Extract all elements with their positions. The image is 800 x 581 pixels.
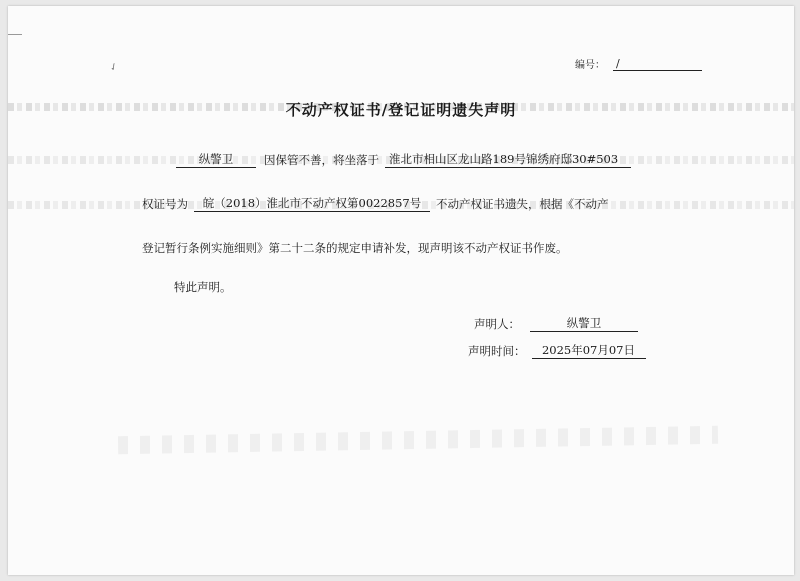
certificate-number-field: 皖（2018）淮北市不动产权第0022857号 bbox=[194, 196, 430, 212]
scan-edge-mark bbox=[8, 34, 22, 35]
serial-number bbox=[575, 56, 702, 71]
pen-tick-mark: ✓ bbox=[107, 60, 121, 75]
body-text: 权证号为 bbox=[142, 197, 188, 211]
serial-value: / bbox=[613, 58, 702, 71]
declarant-line bbox=[474, 316, 638, 332]
date-line bbox=[468, 343, 646, 359]
document-page bbox=[8, 6, 794, 575]
serial-label: 编号： bbox=[575, 60, 605, 71]
body-line-2 bbox=[142, 196, 609, 212]
body-text: 不动产权证书遗失，根据《不动产 bbox=[436, 197, 609, 211]
bleed-through-ghost-text bbox=[118, 426, 718, 454]
body-line-1 bbox=[176, 152, 631, 168]
declarant-name-field: 纵警卫 bbox=[530, 316, 638, 332]
closing-text: 特此声明。 bbox=[174, 280, 232, 294]
document-title: 不动产权证书/登记证明遗失声明 bbox=[285, 101, 517, 119]
owner-name-field: 纵警卫 bbox=[176, 152, 256, 168]
declaration-date-field: 2025年07月07日 bbox=[532, 343, 646, 359]
address-field: 淮北市相山区龙山路189号锦绣府邸30#503 bbox=[385, 152, 631, 168]
declarant-label: 声明人： bbox=[474, 317, 520, 331]
body-text: 因保管不善，将坐落于 bbox=[264, 153, 379, 167]
body-line-3 bbox=[142, 240, 568, 256]
body-line-4 bbox=[174, 279, 232, 295]
body-text: 登记暂行条例实施细则》第二十二条的规定申请补发，现声明该不动产权证书作废。 bbox=[142, 241, 568, 255]
date-label: 声明时间： bbox=[468, 344, 526, 358]
